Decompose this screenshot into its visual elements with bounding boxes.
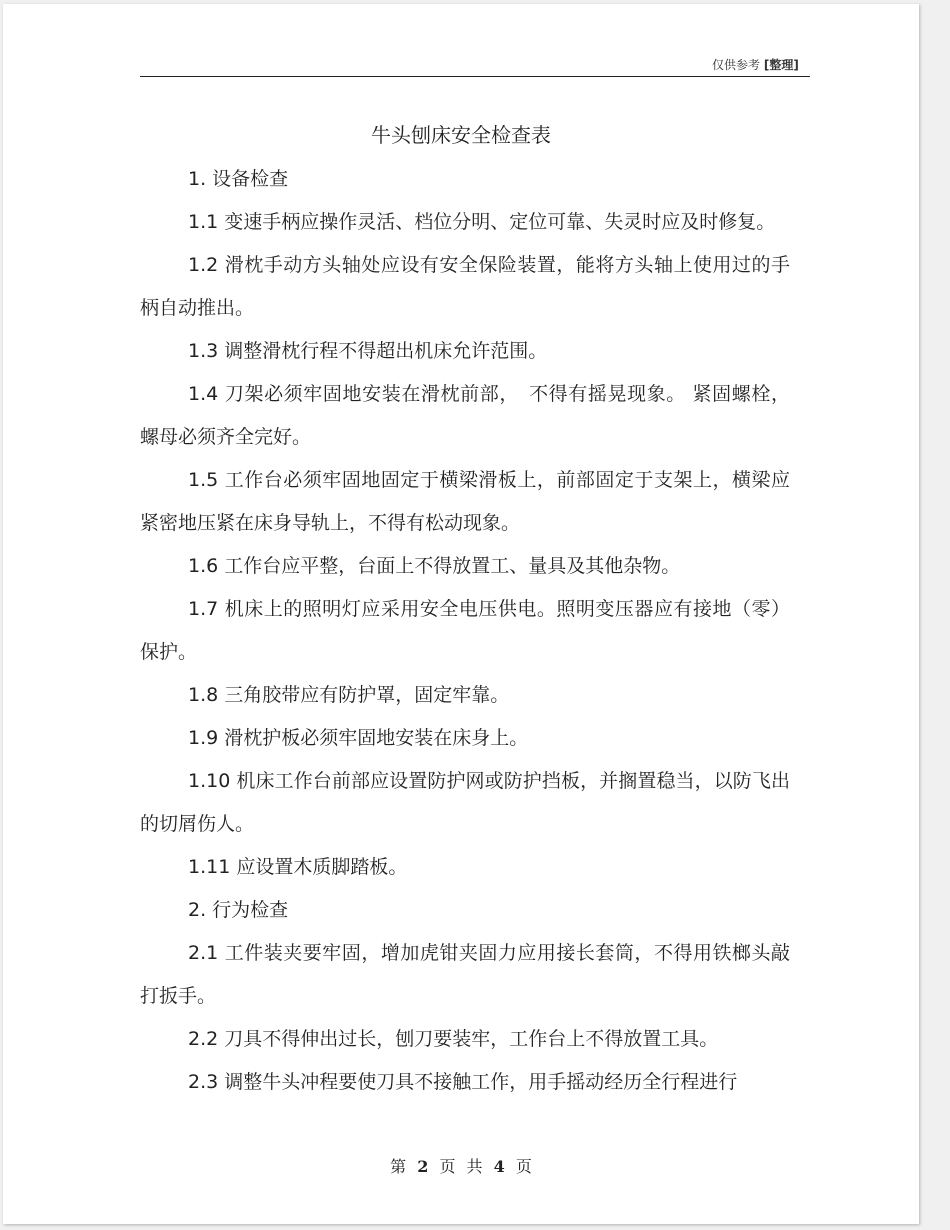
header-rule xyxy=(140,76,810,77)
paragraph: 2.1 工件装夹要牢固，增加虎钳夹固力应用接长套筒，不得用铁榔头敲打扳手。 xyxy=(140,942,790,1007)
header-tag xyxy=(712,56,799,73)
paragraph: 1.1 变速手柄应操作灵活、档位分明、定位可靠、失灵时应及时修复。 xyxy=(188,211,776,233)
paragraph: 1.3 调整滑枕行程不得超出机床允许范围。 xyxy=(188,340,548,362)
paragraph: 1.9 滑枕护板必须牢固地安装在床身上。 xyxy=(188,727,529,749)
footer-middle: 页 共 xyxy=(439,1157,483,1176)
paragraph: 1.6 工作台应平整，台面上不得放置工、量具及其他杂物。 xyxy=(188,555,681,577)
paragraph: 2.3 调整牛头冲程要使刀具不接触工作，用手摇动经历全行程进行 xyxy=(188,1071,738,1093)
document-body xyxy=(140,158,790,1104)
paragraph: 1. 设备检查 xyxy=(188,168,289,190)
paragraph: 1.8 三角胶带应有防护罩，固定牢靠。 xyxy=(188,684,510,706)
paragraph: 1.2 滑枕手动方头轴处应设有安全保险装置，能将方头轴上使用过的手柄自动推出。 xyxy=(140,254,790,319)
paragraph: 1.7 机床上的照明灯应采用安全电压供电。照明变压器应有接地（零）保护。 xyxy=(140,598,790,663)
paragraph: 1.11 应设置木质脚踏板。 xyxy=(188,856,408,878)
paragraph: 1.10 机床工作台前部应设置防护网或防护挡板，并搁置稳当，以防飞出的切屑伤人。 xyxy=(140,770,790,835)
page-footer xyxy=(3,1154,919,1177)
document-page xyxy=(3,4,919,1224)
header-bracket: [整理] xyxy=(763,58,799,72)
paragraph: 2.2 刀具不得伸出过长，刨刀要装牢，工作台上不得放置工具。 xyxy=(188,1028,719,1050)
paragraph: 1.5 工作台必须牢固地固定于横梁滑板上，前部固定于支架上，横梁应紧密地压紧在床身导轨上，不得有松动现象。 xyxy=(140,469,790,534)
document-title: 牛头刨床安全检查表 xyxy=(371,123,551,147)
footer-total-pages: 4 xyxy=(493,1157,505,1176)
footer-prefix: 第 xyxy=(390,1157,407,1176)
paragraph: 1.4 刀架必须牢固地安装在滑枕前部， 不得有摇晃现象。 紧固螺栓，螺母必须齐全完好。 xyxy=(140,383,790,448)
paragraph: 2. 行为检查 xyxy=(188,899,289,921)
footer-page-number: 2 xyxy=(417,1157,429,1176)
header-label: 仅供参考 xyxy=(712,58,761,72)
footer-suffix: 页 xyxy=(515,1157,532,1176)
